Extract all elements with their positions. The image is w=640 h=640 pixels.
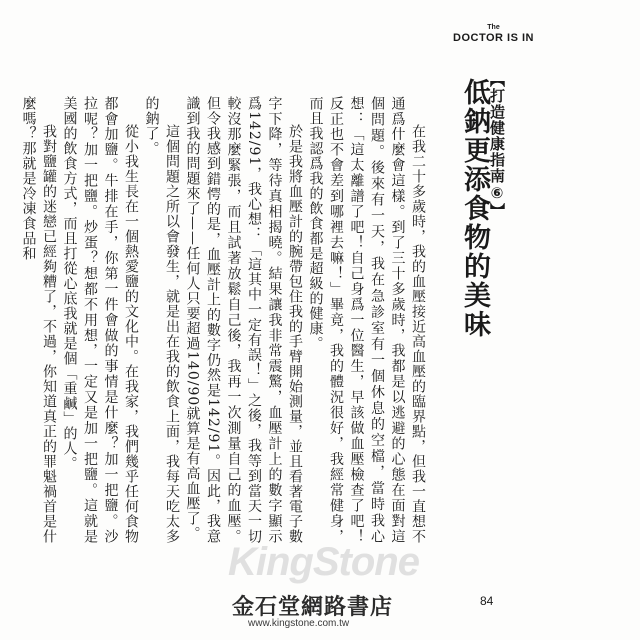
paragraph: 我對鹽罐的迷戀已經夠糟了，不過，你知道真正的罪魁禍首是什麼嗎？那就是冷凍食品和 — [20, 96, 57, 544]
page-number: 84 — [480, 594, 494, 608]
paragraph: 在我二十多歲時，我的血壓接近高血壓的臨界點，但我一直想不通爲什麼會這樣。到了三十多歲時，我都是以逃避的心態在面對這個問題。後來有一天，我在急診室有一個休息的空檔，當時我心想：「這太離譜了吧！自己身爲一位醫生，早該做血壓檢查了吧！反正也不會差到哪裡去嘛！」畢竟，我的體況很好，我經常健身，而且我認爲我的飲食都是超級的健康。 — [307, 96, 426, 544]
store-name-watermark: 金石堂網路書店 — [232, 594, 394, 620]
body-text — [20, 96, 428, 544]
chapter-title: 低鈉更添食物的美味 — [459, 78, 490, 339]
kingstone-watermark-logo: KingStone — [228, 540, 419, 584]
paragraph: 這個問題之所以會發生，就是出在我的飲食上面，我每天吃太多的鈉了。 — [143, 96, 180, 544]
running-header-brand — [453, 24, 534, 44]
series-tag: 【打造健康指南⑥】 — [488, 72, 506, 219]
paragraph: 從小我生長在一個熱愛鹽的文化中。在我家，我們幾乎任何食物都會加鹽。牛排在手，你第一件會做的事情是什麼？加一把鹽。沙拉呢？加一把鹽。炒蛋？想都不用想，一定又是加一把鹽。這就是美國的飲食方式，而且打從心底我就是個「重鹹」的人。 — [61, 96, 139, 544]
brand-title-text: DOCTOR IS IN — [453, 32, 534, 44]
store-url-watermark: www.kingstone.com.tw — [248, 618, 350, 629]
brand-small-text: The — [487, 24, 500, 31]
paragraph: 於是我將血壓計的腕帶包住我的手臂開始測量，並且看著電子數字下降，等待真相揭曉。結果讓我非常震驚，血壓計上的數字顯示爲142/91，我心想：「這其中一定有誤！」之後，我等到當天一切較沒那麼緊張，而且試著放鬆自己後，我再一次測量自己的血壓。但令我感到錯愕的是，血壓計上的數字仍然是142/91。因此，我意識到我的問題來了——任何人只要超過140/90就算是有高血壓了。 — [184, 96, 303, 544]
